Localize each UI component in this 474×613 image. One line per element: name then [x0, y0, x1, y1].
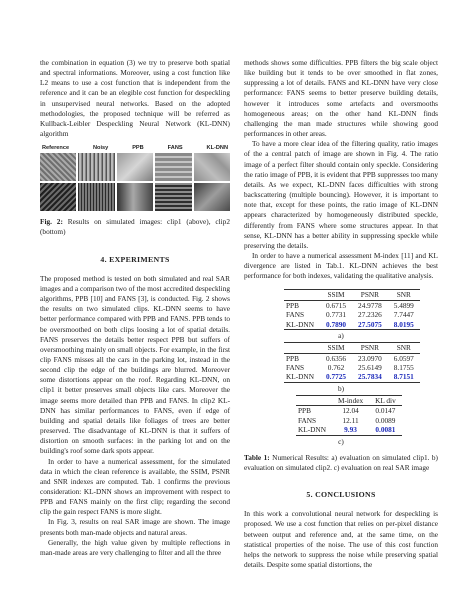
- table-cell-best: 0.7725: [320, 372, 352, 382]
- table-cell: 5.4899: [393, 300, 414, 310]
- table-cell: 6.0597: [393, 353, 414, 363]
- figure-header-ppb: PPB: [132, 145, 144, 152]
- clip2-noisy-image: [78, 183, 114, 211]
- figure-header-kl-dnn: KL-DNN: [206, 145, 228, 152]
- table-cell-best: 9.93: [332, 425, 369, 435]
- figure-caption: [40, 217, 230, 237]
- table-cell-best: 0.0081: [369, 425, 402, 435]
- table-cell: 24.9778: [358, 300, 382, 310]
- method-name: PPB: [286, 353, 299, 363]
- figure-row-clip2: [40, 183, 230, 211]
- table-header-row: [296, 396, 402, 406]
- paragraph: the combination in equation (3) we try to preserve both spatial and spectral informations. Moreover, using a cost function like L2 means to use a cost function that is independent from the reference and it can be an elegible cost function for despeckling in unsupervised neural networks. Based on the adopted methodologies, the proposed technique will be referred as Kullback-Leibler Despeckling Neural Network (KL-DNN) algorithm: [40, 58, 230, 139]
- method-name: FANS: [286, 363, 305, 373]
- table-cell-best: 27.5075: [352, 320, 388, 330]
- paragraph: methods shows some difficulties. PPB filters the big scale object like building but it tends to be over smoothed in flat zones, suppressing a lot of details. FANS and KL-DNN have very close performance: FANS seems to better preserve building details, however it introduces some artefacts and oversmooths homogeneous areas; on the other hand KL-DNN finds challenging the man made structures while showing good performances in other areas.: [244, 58, 438, 139]
- right-column: [244, 58, 438, 570]
- clip1-fans-image: [155, 153, 191, 181]
- table-cell: 7.7447: [393, 310, 414, 320]
- figure-caption-text: Results on simulated images: clip1 (above), clip2 (bottom): [40, 217, 230, 237]
- table-row: [284, 310, 420, 319]
- results-table-b: [284, 342, 420, 383]
- table-header-cell: SSIM: [320, 290, 352, 300]
- clip2-reference-image: [40, 183, 76, 211]
- table-caption-text: Numerical Results: a) evaluation on simulated clip1. b) evaluation on simulated clip2. c) evaluation on real SAR image: [244, 452, 438, 472]
- table-header-cell: SNR: [388, 343, 420, 353]
- left-column: [40, 58, 230, 558]
- table-row: [284, 320, 420, 330]
- figure-2: [40, 143, 230, 237]
- table-c-label: c): [338, 436, 344, 446]
- method-name: KL-DNN: [284, 372, 320, 382]
- table-cell-best: 8.0195: [388, 320, 420, 330]
- paragraph: The proposed method is tested on both simulated and real SAR images and a comparison two of the most accredited despeckling algorithms, PPB [10] and FANS [3], is conducted. Fig. 2 shows the results on two simulated clips. KL-DNN seems to have better performance compared with PPB and FANS. PPB tends to be oversmoothed on both clips loosing a lot of spatial details. FANS preserves the details better respect PPB but suffers of oversmoothing mainly on small objects. For example, in the first clip FANS misses all the cars in the parking lot, instead in the second clip the edge of the buildings are blurred. Moreover some distortions appear on the roof. Regarding KL-DNN, on clip1 it better preserves small objects like cars. Moreover the image seems more detailed than PPB and FANS. In clip2 KL-DNN has similar performances to FANS, even if edge of building and spatial details like foliages of trees are better preserved. The disadvantage of KL-DNN is that it suffers of distortion on smooth surfaces: in the parking lot and on the building's roof some dark spots appear.: [40, 273, 230, 456]
- paragraph: In order to have a numerical assessment, for the simulated data in which the clean reference is available, the SSIM, PSNR and SNR indexes are computed. Tab. 1 confirms the previous consideration: KL-DNN shows an improvement with respect to PPB and FANS mainly on the first clip; regarding the second clip the gain respect FANS is more slight.: [40, 456, 230, 517]
- figure-header-noisy: Noisy: [93, 145, 109, 152]
- table-b-label: b): [337, 383, 345, 393]
- method-name: KL-DNN: [284, 320, 320, 330]
- table-header-cell: M-index: [332, 396, 369, 406]
- table-row: [296, 425, 402, 435]
- table-cell: 27.2326: [358, 310, 382, 320]
- table-caption-label: Table 1:: [244, 452, 270, 462]
- table-cell: 25.6149: [358, 363, 382, 373]
- table-header-cell: [284, 343, 320, 353]
- table-a-label: a): [338, 331, 344, 341]
- table-cell: 12.04: [342, 406, 359, 416]
- table-row: [284, 300, 420, 310]
- table-header-cell: SNR: [388, 290, 420, 300]
- table-cell: 0.0147: [375, 406, 396, 416]
- clip1-ppb-image: [117, 153, 153, 181]
- clip1-kl-dnn-image: [194, 153, 230, 181]
- table-header-cell: SSIM: [320, 343, 352, 353]
- table-header-row: [284, 343, 420, 353]
- table-cell-best: 0.7890: [320, 320, 352, 330]
- table-cell: 0.6715: [325, 300, 347, 310]
- method-name: PPB: [286, 300, 299, 310]
- table-row: [284, 353, 420, 363]
- table-cell: 0.7731: [325, 310, 347, 320]
- figure-header-row: [40, 143, 230, 151]
- table-cell: 0.6356: [325, 353, 347, 363]
- paragraph: In order to have a numerical assessment M-index [11] and KL divergence are listed in Tab.1. KL-DNN achieves the best performance for both indexes, validating the qualitative analysis.: [244, 250, 438, 281]
- paragraph: To have a more clear idea of the filtering quality, ratio images of the a central patch of image are shown in Fig. 4. The ratio image of a perfect filter should contain only speckle. Considering the ratio image of PPB, it is evident that PPB suppresses too many details. As we expect, KL-DNN faces difficulties with strong backscattering (multiple bouncing). However, it is important to note that, except for these points, the ratio image of KL-DNN appears characterized by homogeneously distributed speckle, differently from FANS where some structures appear. In that sense, KL-DNN has a better ability in suppressing speckle while preserving the details.: [244, 139, 438, 250]
- figure-header-reference: Reference: [42, 145, 70, 152]
- table-row: [284, 372, 420, 382]
- results-table-c: [296, 395, 402, 436]
- table-cell: 8.1755: [393, 363, 414, 373]
- method-name: FANS: [298, 415, 317, 425]
- table-row: [296, 406, 402, 416]
- method-name: FANS: [286, 310, 305, 320]
- table-cell-best: 8.7151: [388, 372, 420, 382]
- clip2-ppb-image: [117, 183, 153, 211]
- table-header-cell: [296, 396, 332, 406]
- table-caption: [244, 453, 438, 473]
- table-header-cell: KL div: [369, 396, 402, 406]
- table-row: [284, 363, 420, 372]
- paragraph: Generally, the high value given by multiple reflections in man-made areas are very challenging to filter and all the three: [40, 537, 230, 557]
- table-cell: 0.762: [327, 363, 345, 373]
- table-header-row: [284, 290, 420, 300]
- clip2-kl-dnn-image: [194, 183, 230, 211]
- table-header-cell: PSNR: [352, 343, 388, 353]
- paragraph: In this work a convolutional neural network for despeckling is proposed. We use a cost function that relies on per-pixel distance between output and reference and, at the same time, on the statistical properties of the noise. The use of this cost function helps the network to suppress the noise while preserving spatial details. Despite some spatial distortions, the: [244, 509, 438, 570]
- paragraph: In Fig. 3, results on real SAR image are shown. The image presents both man-made objects and natural areas.: [40, 517, 230, 537]
- table-cell-best: 25.7834: [352, 372, 388, 382]
- figure-row-clip1: [40, 153, 230, 181]
- results-table-a: [284, 289, 420, 330]
- figure-caption-label: Fig. 2:: [40, 217, 63, 227]
- table-cell: 23.0970: [358, 353, 382, 363]
- section-title-experiments: 4. EXPERIMENTS: [100, 254, 170, 264]
- clip2-fans-image: [155, 183, 191, 211]
- clip1-noisy-image: [78, 153, 114, 181]
- table-cell: 0.0089: [375, 415, 396, 425]
- clip1-reference-image: [40, 153, 76, 181]
- figure-header-fans: FANS: [167, 145, 183, 152]
- method-name: KL-DNN: [296, 425, 332, 435]
- section-title-conclusions: 5. CONCLUSIONS: [306, 490, 376, 500]
- table-row: [296, 416, 402, 425]
- table-header-cell: [284, 290, 320, 300]
- table-header-cell: PSNR: [352, 290, 388, 300]
- table-cell: 12.11: [342, 415, 359, 425]
- method-name: PPB: [298, 406, 311, 416]
